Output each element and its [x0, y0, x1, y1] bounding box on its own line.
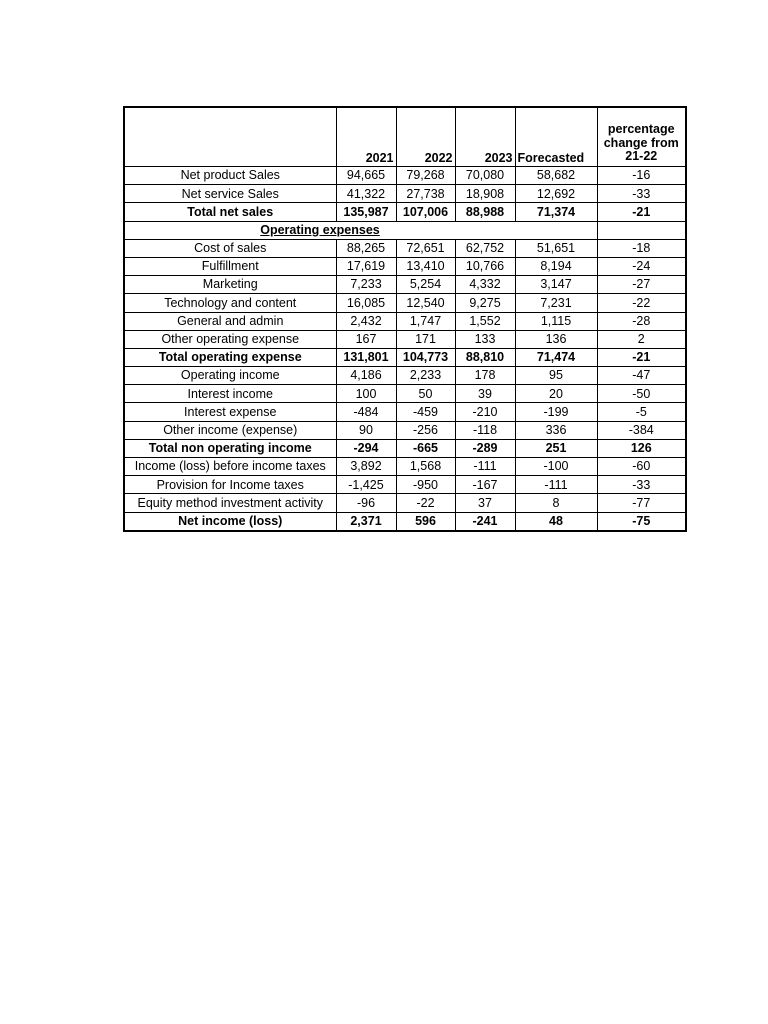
cell-2023: 37 — [455, 494, 515, 512]
cell-2022: 79,268 — [396, 167, 455, 185]
table-row — [124, 494, 686, 512]
cell-pct-change: 2 — [597, 330, 686, 348]
row-label: Operating income — [124, 367, 336, 385]
cell-2023: 70,080 — [455, 167, 515, 185]
cell-2022: 107,006 — [396, 203, 455, 221]
cell-2023: 133 — [455, 330, 515, 348]
header-row — [124, 107, 686, 167]
cell-2021: -484 — [336, 403, 396, 421]
cell-2021: 94,665 — [336, 167, 396, 185]
cell-2023: -167 — [455, 476, 515, 494]
empty-cell — [515, 221, 597, 239]
cell-2023: -241 — [455, 512, 515, 531]
cell-pct-change: -21 — [597, 348, 686, 366]
cell-2022: 596 — [396, 512, 455, 531]
cell-2023: -118 — [455, 421, 515, 439]
total-row — [124, 512, 686, 531]
table-row — [124, 385, 686, 403]
cell-pct-change: -47 — [597, 367, 686, 385]
cell-2023: 9,275 — [455, 294, 515, 312]
cell-pct-change: -33 — [597, 476, 686, 494]
cell-pct-change: -33 — [597, 185, 686, 203]
row-label: Marketing — [124, 276, 336, 294]
cell-pct-change: -5 — [597, 403, 686, 421]
row-label: General and admin — [124, 312, 336, 330]
header-2021: 2021 — [336, 107, 396, 167]
cell-pct-change: -22 — [597, 294, 686, 312]
row-label: Income (loss) before income taxes — [124, 458, 336, 476]
empty-cell — [597, 221, 686, 239]
header-percentage-change: percentage change from 21-22 — [597, 107, 686, 167]
cell-forecasted: 95 — [515, 367, 597, 385]
cell-2023: 178 — [455, 367, 515, 385]
table-row — [124, 403, 686, 421]
cell-forecasted: 3,147 — [515, 276, 597, 294]
cell-forecasted: 58,682 — [515, 167, 597, 185]
cell-2022: 2,233 — [396, 367, 455, 385]
cell-2023: 88,988 — [455, 203, 515, 221]
cell-2022: 72,651 — [396, 239, 455, 257]
table-row — [124, 185, 686, 203]
table-body — [124, 167, 686, 531]
table-header — [124, 107, 686, 167]
cell-pct-change: -21 — [597, 203, 686, 221]
table-row — [124, 167, 686, 185]
row-label: Interest income — [124, 385, 336, 403]
row-label: Total net sales — [124, 203, 336, 221]
cell-2023: 10,766 — [455, 257, 515, 275]
table-row — [124, 330, 686, 348]
cell-2021: 16,085 — [336, 294, 396, 312]
cell-2021: -1,425 — [336, 476, 396, 494]
cell-2022: 12,540 — [396, 294, 455, 312]
cell-2022: -459 — [396, 403, 455, 421]
cell-2021: 2,371 — [336, 512, 396, 531]
table-row — [124, 294, 686, 312]
cell-2021: 88,265 — [336, 239, 396, 257]
cell-pct-change: -75 — [597, 512, 686, 531]
cell-2021: 2,432 — [336, 312, 396, 330]
cell-2022: -665 — [396, 439, 455, 457]
header-label-cell — [124, 107, 336, 167]
cell-2022: 27,738 — [396, 185, 455, 203]
cell-forecasted: 20 — [515, 385, 597, 403]
row-label: Other income (expense) — [124, 421, 336, 439]
cell-forecasted: -199 — [515, 403, 597, 421]
row-label: Equity method investment activity — [124, 494, 336, 512]
cell-forecasted: 251 — [515, 439, 597, 457]
cell-forecasted: 136 — [515, 330, 597, 348]
table-row — [124, 476, 686, 494]
row-label: Technology and content — [124, 294, 336, 312]
table-row — [124, 367, 686, 385]
cell-forecasted: 336 — [515, 421, 597, 439]
cell-forecasted: 8,194 — [515, 257, 597, 275]
row-label: Net income (loss) — [124, 512, 336, 531]
table-row — [124, 276, 686, 294]
cell-forecasted: 51,651 — [515, 239, 597, 257]
cell-2023: -111 — [455, 458, 515, 476]
cell-pct-change: -28 — [597, 312, 686, 330]
cell-pct-change: -18 — [597, 239, 686, 257]
cell-pct-change: -384 — [597, 421, 686, 439]
cell-forecasted: 1,115 — [515, 312, 597, 330]
header-forecasted: Forecasted — [515, 107, 597, 167]
cell-2021: 90 — [336, 421, 396, 439]
table-row — [124, 257, 686, 275]
cell-2021: 3,892 — [336, 458, 396, 476]
cell-2021: -294 — [336, 439, 396, 457]
row-label: Provision for Income taxes — [124, 476, 336, 494]
row-label: Total operating expense — [124, 348, 336, 366]
cell-2023: 88,810 — [455, 348, 515, 366]
header-2023: 2023 — [455, 107, 515, 167]
cell-forecasted: 71,474 — [515, 348, 597, 366]
cell-pct-change: -24 — [597, 257, 686, 275]
cell-2023: 39 — [455, 385, 515, 403]
cell-2021: 131,801 — [336, 348, 396, 366]
cell-pct-change: -50 — [597, 385, 686, 403]
cell-pct-change: -60 — [597, 458, 686, 476]
cell-pct-change: 126 — [597, 439, 686, 457]
table-row — [124, 239, 686, 257]
cell-forecasted: 7,231 — [515, 294, 597, 312]
cell-pct-change: -27 — [597, 276, 686, 294]
cell-2023: 62,752 — [455, 239, 515, 257]
row-label: Net product Sales — [124, 167, 336, 185]
cell-2021: -96 — [336, 494, 396, 512]
cell-2022: 171 — [396, 330, 455, 348]
cell-2021: 17,619 — [336, 257, 396, 275]
table-row — [124, 458, 686, 476]
cell-forecasted: 8 — [515, 494, 597, 512]
cell-2022: 104,773 — [396, 348, 455, 366]
cell-2022: -256 — [396, 421, 455, 439]
cell-2022: 5,254 — [396, 276, 455, 294]
row-label: Fulfillment — [124, 257, 336, 275]
total-row — [124, 439, 686, 457]
total-row — [124, 348, 686, 366]
cell-2021: 135,987 — [336, 203, 396, 221]
cell-forecasted: 12,692 — [515, 185, 597, 203]
financial-table — [123, 106, 687, 532]
cell-2022: 13,410 — [396, 257, 455, 275]
total-row — [124, 203, 686, 221]
row-label: Interest expense — [124, 403, 336, 421]
cell-2021: 7,233 — [336, 276, 396, 294]
cell-2023: 4,332 — [455, 276, 515, 294]
cell-2022: 1,568 — [396, 458, 455, 476]
cell-forecasted: 48 — [515, 512, 597, 531]
cell-pct-change: -16 — [597, 167, 686, 185]
row-label: Net service Sales — [124, 185, 336, 203]
row-label: Total non operating income — [124, 439, 336, 457]
cell-2022: -950 — [396, 476, 455, 494]
cell-forecasted: 71,374 — [515, 203, 597, 221]
cell-2022: 50 — [396, 385, 455, 403]
cell-forecasted: -100 — [515, 458, 597, 476]
cell-2021: 100 — [336, 385, 396, 403]
cell-2023: -289 — [455, 439, 515, 457]
cell-pct-change: -77 — [597, 494, 686, 512]
section-title: Operating expenses — [124, 221, 515, 239]
table-row — [124, 421, 686, 439]
section-header-row — [124, 221, 686, 239]
cell-2021: 167 — [336, 330, 396, 348]
cell-2023: 1,552 — [455, 312, 515, 330]
table-row — [124, 312, 686, 330]
cell-2021: 4,186 — [336, 367, 396, 385]
cell-2023: 18,908 — [455, 185, 515, 203]
header-2022: 2022 — [396, 107, 455, 167]
cell-2021: 41,322 — [336, 185, 396, 203]
cell-forecasted: -111 — [515, 476, 597, 494]
cell-2022: 1,747 — [396, 312, 455, 330]
cell-2022: -22 — [396, 494, 455, 512]
cell-2023: -210 — [455, 403, 515, 421]
row-label: Other operating expense — [124, 330, 336, 348]
row-label: Cost of sales — [124, 239, 336, 257]
